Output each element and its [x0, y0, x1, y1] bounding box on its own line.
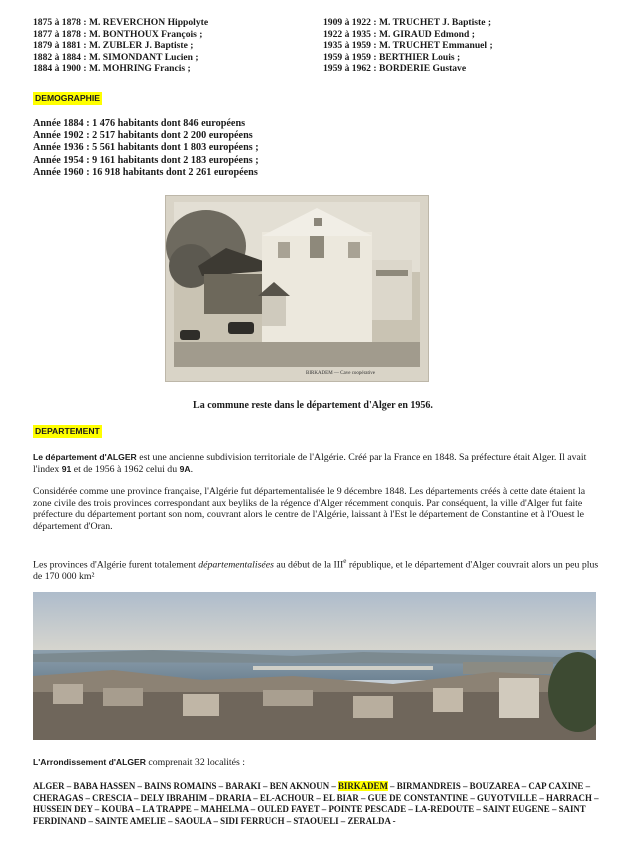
index-91: 91 — [61, 463, 72, 474]
population-line: Année 1954 : 9 161 habitants dont 2 183 européens ; — [33, 154, 259, 166]
para-text: république, et le département d'Alger couvrait alors un peu plus de 170 000 km² — [33, 559, 599, 582]
postcard-caption: BIRKADEM — Cave coopérative — [306, 371, 376, 376]
mayors-list-left — [33, 17, 303, 75]
localites-text: – BIRMANDREIS – BOUZAREA – CAP CAXINE – CHERAGAS – CRESCIA – DELY IBRAHIM – DRARIA – EL-ACHOUR – EL BIAR – GUE DE CONSTANTINE – GUYOTVILLE – HARRACH – HUSSEIN DEY – KOUBA – LA TRAPPE – MAHELMA – OULED FAYET – POINTE PESCADE – LA-REDOUTE – SAINT EUGENE – SAINT FERDINAND – SAINTE AMELIE – SAOULA – SIDI FERRUCH – STAOUELI – ZERALDA - — [33, 781, 599, 826]
arrondissement-line — [33, 757, 600, 769]
alger-name: ALGER — [115, 757, 146, 767]
index-9a: 9A — [179, 463, 191, 474]
departement-heading: DEPARTEMENT — [35, 426, 100, 436]
mayor-entry: 1935 à 1959 : M. TRUCHET Emmanuel ; — [323, 40, 493, 52]
mayor-entry: 1875 à 1878 : M. REVERCHON Hippolyte — [33, 17, 209, 28]
arrondissement-text: comprenait 32 localités : — [145, 757, 245, 768]
birkadem-highlight: BIRKADEM — [338, 781, 388, 791]
demographie-list — [33, 118, 259, 179]
para-text: . — [190, 463, 194, 475]
panorama-illustration — [33, 592, 596, 740]
para-text: et de 1956 à 1962 celui du — [71, 463, 180, 475]
population-line: Année 1960 : 16 918 habitants dont 2 261 européens — [33, 166, 258, 178]
mayor-entry: 1959 à 1962 : BORDERIE Gustave — [323, 63, 467, 75]
historic-postcard-photo — [165, 195, 429, 382]
localites-list — [33, 781, 603, 827]
mayors-list-right — [323, 17, 603, 75]
superscript: e — [343, 557, 347, 565]
departement-paragraph-2: Considérée comme une province française, l'Algérie fut départementalisée le 9 décembre 1848. Les départements créés à cette date étaient la zone civile des trois provinces correspondant aux beyliks de la régence d'Alger récemment conquis. Par conséquent, la ville d'Alger fut faite préfecture du département portant son nom, couvrant alors le centre de l'Algérie, laissant à l'Est le département de Constantine et à l'Ouest le département d'Oran. — [33, 486, 586, 533]
alger-panorama-photo — [33, 592, 596, 740]
demographie-heading: DEMOGRAPHIE — [35, 93, 100, 103]
departement-paragraph-3 — [33, 556, 600, 583]
mayor-entry: 1882 à 1884 : M. SIMONDANT Lucien ; — [33, 51, 199, 63]
mayor-entry: 1877 à 1878 : M. BONTHOUX François ; — [33, 28, 203, 40]
emphasis-text: départementalisées — [198, 559, 274, 571]
para-text: est une ancienne subdivision territoriale de l'Algérie. Créé par la France en 1848. Sa préfecture était Alger. Il avait l'index — [33, 452, 587, 475]
cave-cooperative-illustration — [166, 196, 428, 381]
photo-caption: La commune reste dans le département d'Alger en 1956. — [193, 400, 433, 411]
localites-text: ALGER – BABA HASSEN – BAINS ROMAINS – BARAKI – BEN AKNOUN – — [33, 781, 339, 791]
population-line: Année 1884 : 1 476 habitants dont 846 européens — [33, 118, 246, 129]
population-line: Année 1902 : 2 517 habitants dont 2 200 européens — [33, 130, 253, 142]
population-line: Année 1936 : 5 561 habitants dont 1 803 européens ; — [33, 142, 259, 154]
intro-text: Le département d' — [33, 452, 107, 462]
mayor-entry: 1959 à 1959 : BERTHIER Louis ; — [323, 51, 461, 63]
mayor-entry: 1922 à 1935 : M. GIRAUD Edmond ; — [323, 28, 475, 40]
para-text: au début de la III — [273, 559, 344, 571]
arrondissement-label: L'Arrondissement d' — [33, 757, 116, 767]
mayor-entry: 1909 à 1922 : M. TRUCHET J. Baptiste ; — [323, 17, 492, 28]
para-text: Les provinces d'Algérie furent totalement — [33, 559, 199, 571]
mayor-entry: 1879 à 1881 : M. ZUBLER J. Baptiste ; — [33, 40, 194, 52]
departement-paragraph-1 — [33, 452, 600, 475]
mayor-entry: 1884 à 1900 : M. MOHRING Francis ; — [33, 63, 191, 75]
alger-name: ALGER — [106, 452, 137, 462]
